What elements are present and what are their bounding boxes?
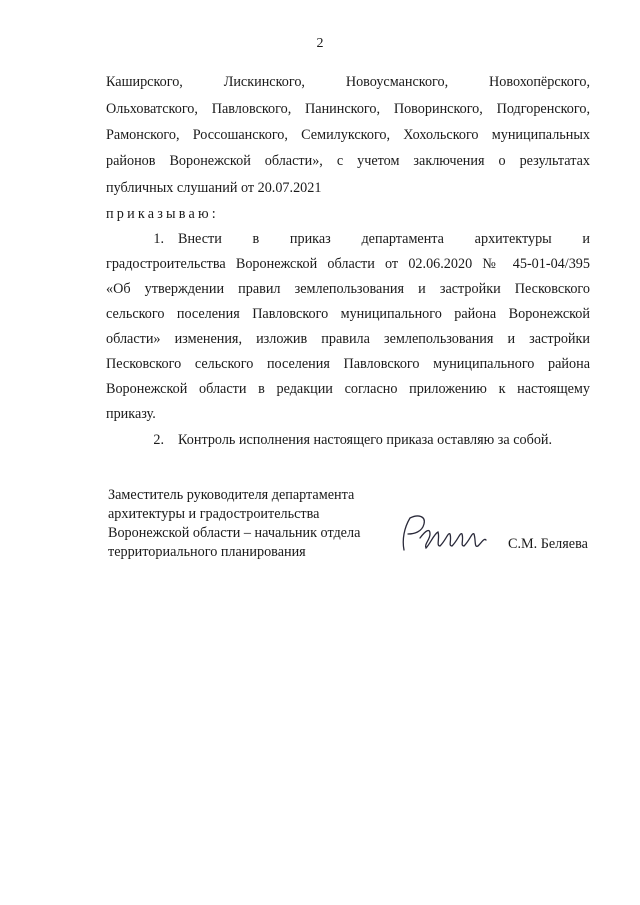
handwritten-signature	[396, 510, 492, 561]
order-word: приказываю:	[106, 206, 219, 222]
item-1-line-2: градостроительства Воронежской области от 02.06.2020 № 45-01-04/395	[106, 256, 590, 272]
item-1-first-line	[134, 229, 590, 249]
item-1-number: 1.	[153, 231, 164, 247]
item-1-lead: Внести в приказ департамента архитектуры и	[178, 231, 590, 247]
signer-position-line-1: Заместитель руководителя департамента	[108, 487, 355, 503]
body-line-5: публичных слушаний от 20.07.2021	[106, 180, 322, 196]
page-number: 2	[316, 36, 324, 51]
signer-position-line-3: Воронежской области – начальник отдела	[108, 525, 361, 541]
signer-position-line-2: архитектуры и градостроительства	[108, 506, 320, 522]
item-1-line-4: сельского поселения Павловского муниципального района Воронежской	[106, 306, 590, 322]
item-1-line-3: «Об утверждении правил землепользования и застройки Песковского	[106, 281, 590, 297]
body-line-3: Рамонского, Россошанского, Семилукского, Хохольского муниципальных	[106, 127, 590, 143]
signer-position-line-4: территориального планирования	[108, 544, 306, 560]
item-1-line-5: области» изменения, изложив правила землепользования и застройки	[106, 331, 590, 347]
signer-position	[108, 486, 360, 562]
body-line-4: районов Воронежской области», с учетом заключения о результатах	[106, 153, 590, 169]
item-1-line-6: Песковского сельского поселения Павловского муниципального района	[106, 356, 590, 372]
body-line-2: Ольховатского, Павловского, Панинского, Поворинского, Подгоренского,	[106, 101, 590, 117]
item-1-line-7: Воронежской области в редакции согласно приложению к настоящему	[106, 381, 590, 397]
body-line-1: Каширского, Лискинского, Новоусманского, Новохопёрского,	[106, 74, 590, 90]
item-1-line-8: приказу.	[106, 406, 156, 422]
item-2-line	[134, 430, 590, 450]
item-2-number: 2.	[153, 432, 164, 448]
item-2-text: Контроль исполнения настоящего приказа оставляю за собой.	[178, 432, 553, 448]
signer-name: С.М. Беляева	[508, 536, 588, 552]
